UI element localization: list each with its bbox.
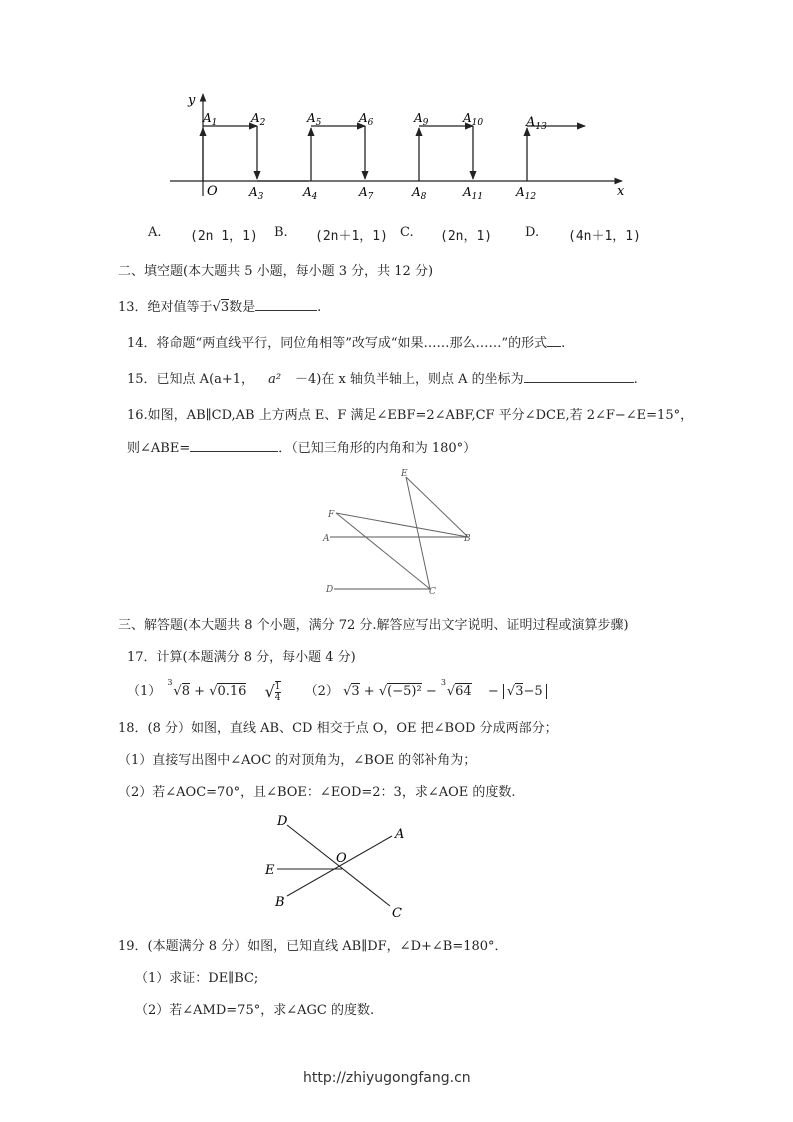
- svg-text:C: C: [392, 906, 402, 921]
- question-13: 13．绝对值等于√3数是 .: [118, 300, 322, 315]
- svg-text:A7: $A_7$: [359, 185, 374, 202]
- question-18-line-3: （2）若∠AOC=70°，且∠BOE：∠EOD=2：3，求∠AOE 的度数.: [118, 785, 516, 800]
- question-19-line-1: 19．(本题满分 8 分）如图，已知直线 AB∥DF，∠D+∠B=180°．: [118, 939, 508, 954]
- option-c-text: (2n，1): [440, 229, 493, 244]
- section-2-heading: 二、填空题(本大题共 5 小题，每小题 3 分，共 12 分): [118, 264, 434, 279]
- option-b-text: (2n＋1，1): [315, 229, 388, 244]
- svg-text:B: B: [464, 534, 471, 544]
- svg-text:A3: $A_3$: [249, 185, 264, 202]
- svg-text:F: F: [328, 510, 335, 520]
- option-d-text: (4n＋1，1): [568, 229, 641, 244]
- footer-url[interactable]: http://zhiyugongfang.cn: [303, 1070, 471, 1086]
- svg-text:A10: $A_{10}$: [463, 111, 484, 128]
- q14-blank: [547, 334, 561, 347]
- svg-text:D: D: [277, 814, 288, 829]
- question-17-title: 17．计算(本题满分 8 分，每小题 4 分): [127, 650, 356, 665]
- svg-text:A8: $A_8$: [412, 185, 427, 202]
- svg-text:A1: $A_1$: [203, 111, 218, 128]
- svg-text:A13: $A_{13}$: [526, 115, 547, 132]
- question-19-line-2: （1）求证：DE∥BC;: [135, 971, 259, 986]
- q15-blank: [524, 370, 634, 383]
- svg-text:A: A: [323, 534, 330, 544]
- question-18-line-2: （1）直接写出图中∠AOC 的对顶角为，∠BOE 的邻补角为；: [118, 753, 477, 768]
- question-18-line-1: 18．(8 分）如图，直线 AB、CD 相交于点 O，OE 把∠BOD 分成两部分；: [118, 721, 558, 736]
- svg-text:E: E: [401, 469, 408, 479]
- svg-text:O: O: [336, 851, 347, 866]
- svg-text:C: C: [429, 587, 436, 597]
- question-15: 15．已知点 A(a+1， a² －4)在 x 轴负半轴上，则点 A 的坐标为 .: [127, 372, 638, 387]
- origin-label: O: [207, 184, 218, 199]
- option-b-letter: B.: [274, 225, 288, 240]
- svg-text:A2: $A_2$: [251, 111, 266, 128]
- svg-text:A: A: [395, 827, 405, 842]
- svg-text:A11: $A_{11}$: [463, 185, 484, 202]
- svg-text:A6: $A_6$: [359, 111, 374, 128]
- option-d-letter: D.: [525, 225, 540, 240]
- svg-text:A4: $A_4$: [303, 185, 318, 202]
- figure-16: [318, 462, 488, 598]
- section-3-heading: 三、解答题(本大题共 8 个小题，满分 72 分.解答应写出文字说明、证明过程或演算步骤): [118, 618, 629, 633]
- svg-text:D: D: [326, 585, 334, 595]
- svg-text:B: B: [275, 895, 285, 910]
- question-16-line-2: 则∠ABE= ．（已知三角形的内角和为 180°）: [127, 441, 477, 456]
- y-label: y: [188, 93, 196, 108]
- option-c-letter: C.: [400, 225, 414, 240]
- svg-text:A9: $A_9$: [414, 111, 429, 128]
- figure-18: [260, 808, 420, 924]
- question-17-expressions: （1） 3 √8 + √0.16 √ $\frac{1}{4}$ （2） √3 + √(−5)² − 3 √64 − √3−5: [127, 680, 547, 703]
- x-label: x: [617, 184, 625, 199]
- option-a-letter: A.: [148, 225, 162, 240]
- option-a-text: (2n 1，1): [190, 229, 258, 244]
- question-14: 14．将命题“两直线平行，同位角相等”改写成“如果……那么……”的形式 .: [127, 336, 566, 351]
- question-19-line-3: （2）若∠AMD=75°，求∠AGC 的度数.: [135, 1003, 375, 1018]
- svg-text:A5: $A_5$: [307, 111, 322, 128]
- q16-blank: [190, 439, 278, 452]
- question-16-line-1: 16.如图，AB∥CD,AB 上方两点 E、F 满足∠EBF=2∠ABF,CF 平分∠DCE,若 2∠F−∠E=15°，: [127, 408, 694, 423]
- svg-text:A12: $A_{12}$: [516, 185, 537, 202]
- svg-text:E: E: [265, 863, 275, 878]
- q13-blank: [255, 298, 317, 311]
- sequence-figure: [160, 88, 640, 208]
